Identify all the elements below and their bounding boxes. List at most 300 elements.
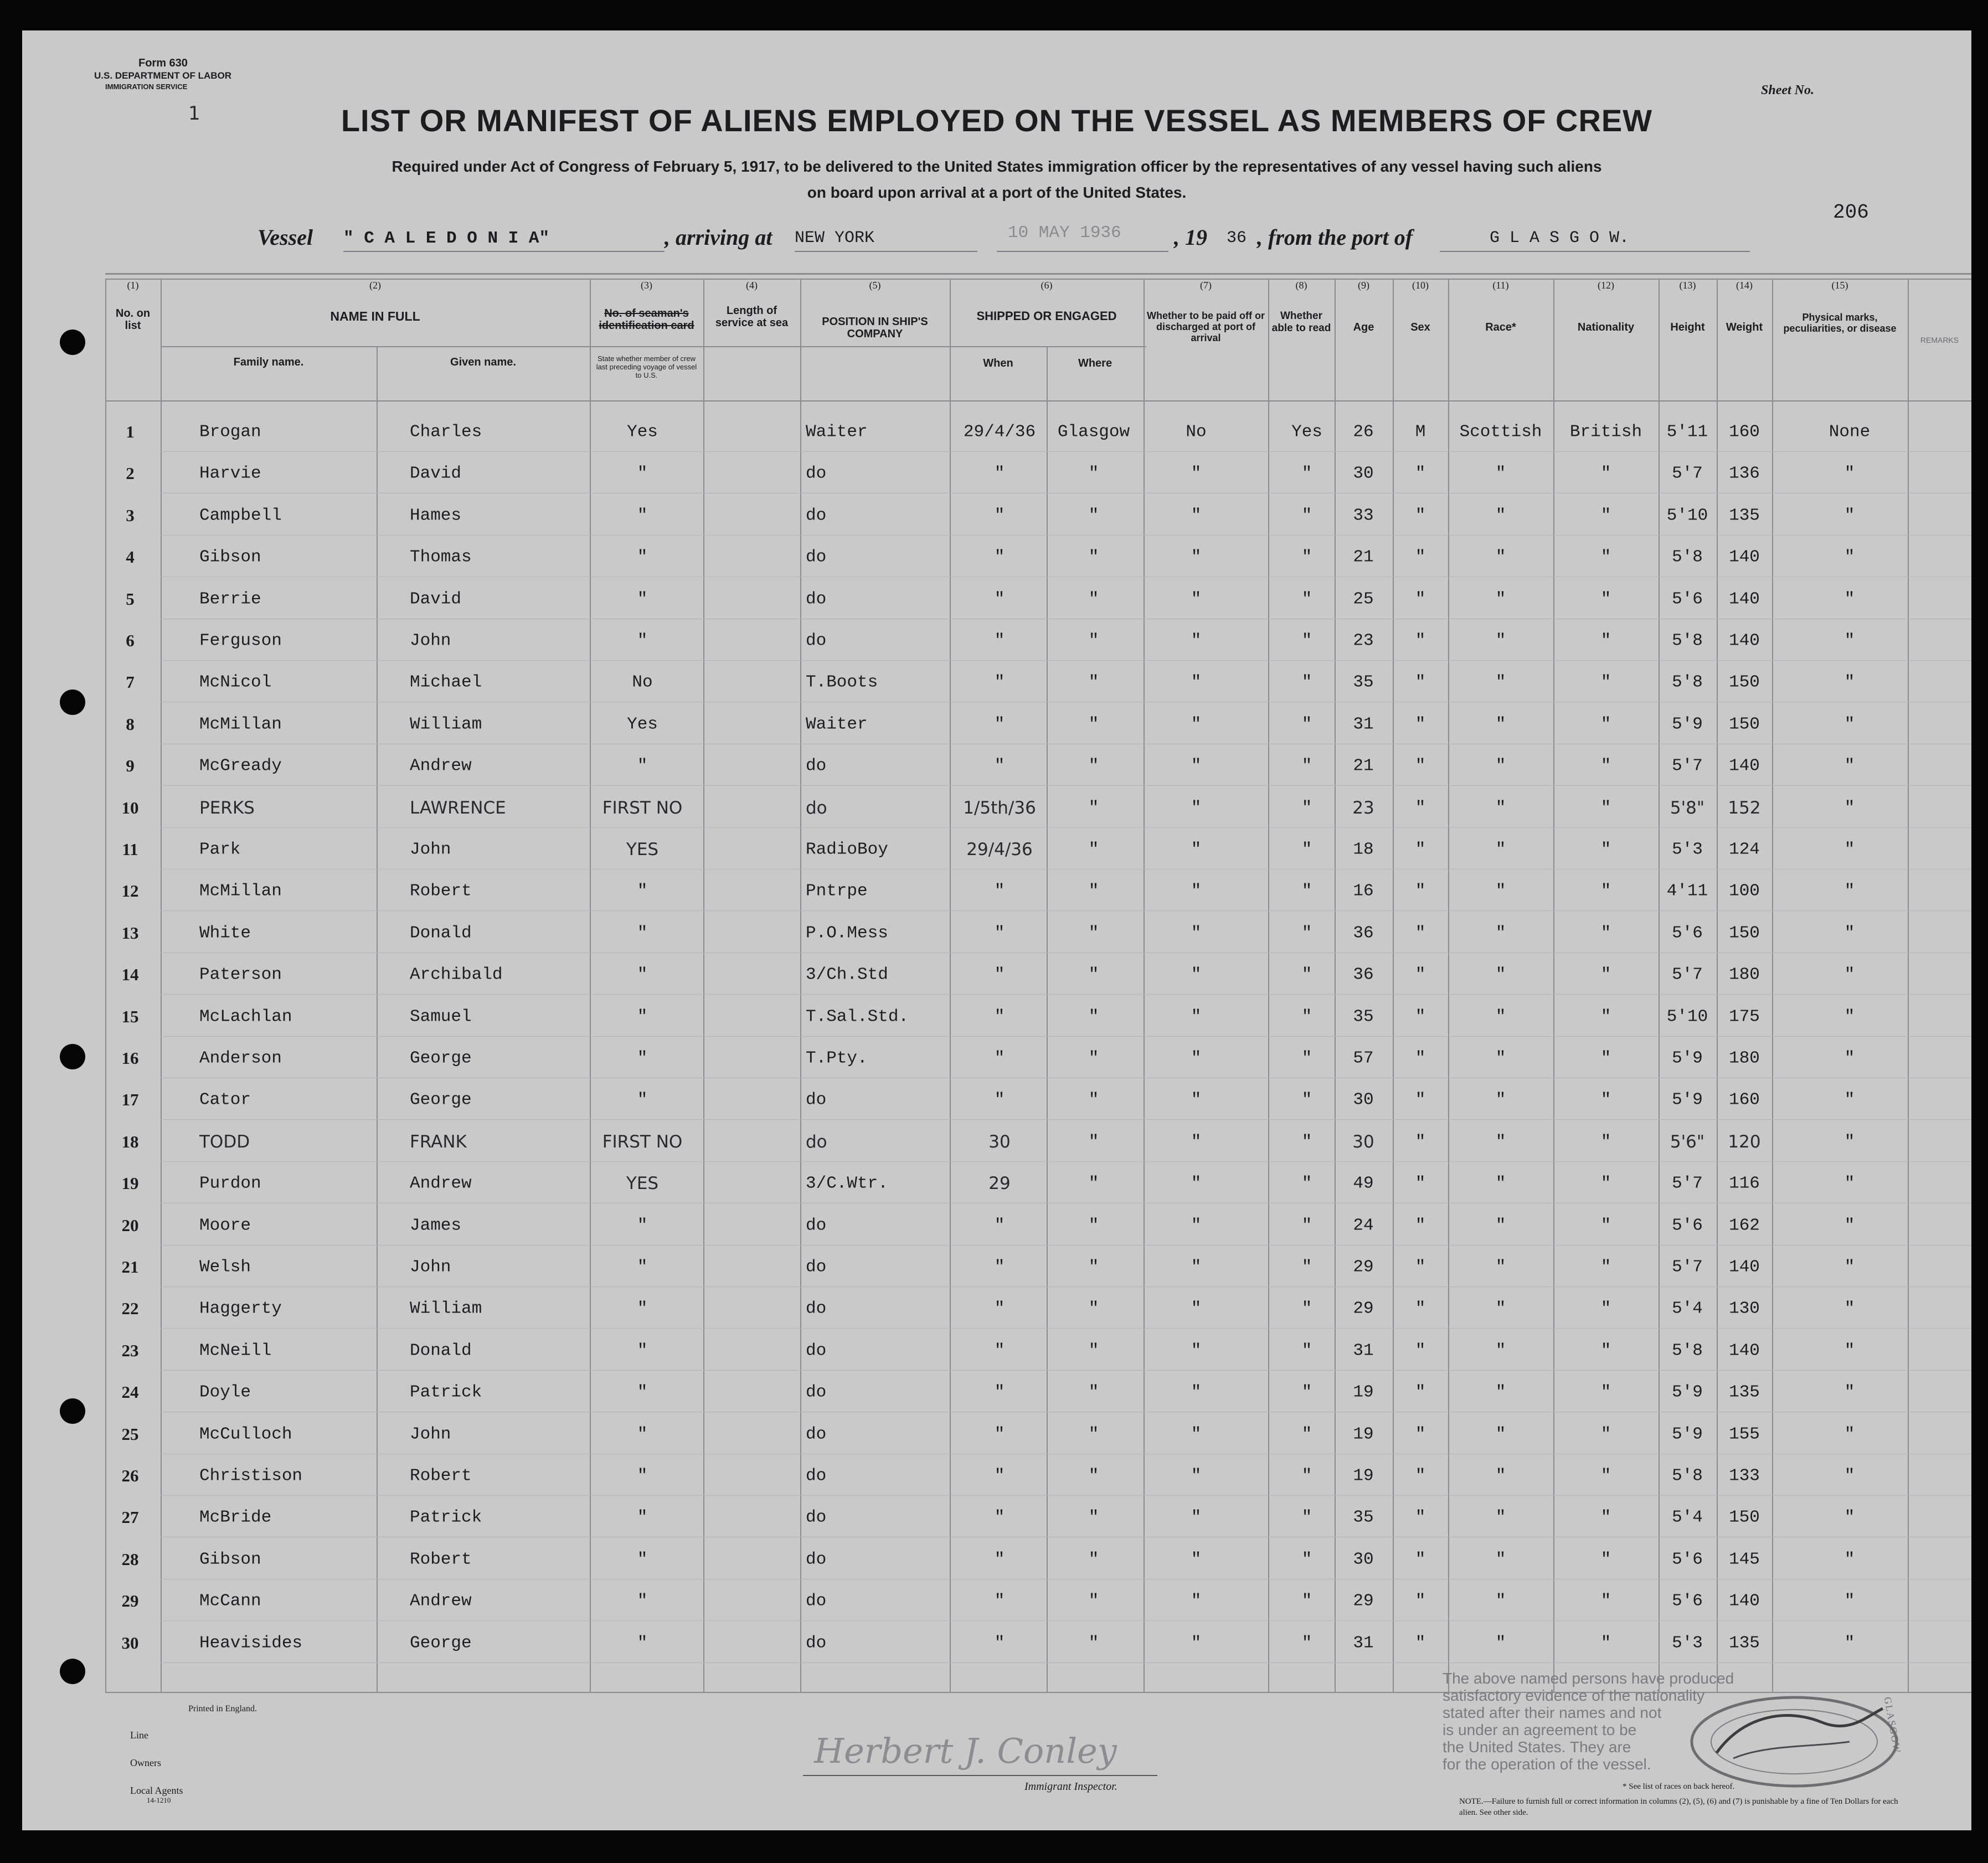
cell-weight: 135 xyxy=(1729,1633,1760,1653)
cell-family: Haggerty xyxy=(199,1299,282,1319)
cell-where: " xyxy=(1088,589,1099,609)
cell-race: " xyxy=(1495,923,1506,943)
cell-sex: " xyxy=(1415,1174,1426,1193)
cell-weight: 120 xyxy=(1728,1132,1761,1152)
cell-when: " xyxy=(994,1048,1005,1068)
cell-height: 5'6 xyxy=(1672,1216,1703,1236)
cell-nationality: " xyxy=(1600,1174,1611,1193)
cell-race: " xyxy=(1495,547,1506,567)
cell-race: " xyxy=(1495,1507,1506,1527)
cell-given: John xyxy=(410,840,451,860)
cell-age: 19 xyxy=(1353,1466,1374,1486)
cell-age: 35 xyxy=(1353,1507,1374,1527)
cell-position: do xyxy=(806,1090,827,1110)
header-remarks: REMARKS xyxy=(1920,336,1959,344)
cell-race: " xyxy=(1495,1174,1506,1193)
cell-sex: " xyxy=(1415,1424,1426,1444)
cell-nationality: " xyxy=(1600,756,1611,776)
cell-position: do xyxy=(806,756,827,776)
cell-nationality: " xyxy=(1600,1382,1611,1402)
cell-paid: " xyxy=(1191,672,1202,692)
col-number-10: (10) xyxy=(1412,280,1429,291)
port-stamp-text: GLASGOW xyxy=(1882,1696,1903,1755)
cell-race: " xyxy=(1495,1299,1506,1319)
cell-no: 17 xyxy=(121,1090,139,1109)
cell-age: 29 xyxy=(1353,1299,1374,1319)
form-number: Form 630 xyxy=(138,57,188,69)
cell-sex: " xyxy=(1415,1007,1426,1027)
cell-sex: " xyxy=(1415,1299,1426,1319)
cell-when: " xyxy=(994,1424,1005,1444)
cell-height: 5'10 xyxy=(1666,1007,1708,1027)
cell-read: " xyxy=(1301,1257,1312,1277)
inspector-signature: Herbert J. Conley xyxy=(814,1731,1117,1771)
cell-when: " xyxy=(994,1466,1005,1486)
races-note: * See list of races on back hereof. xyxy=(1623,1782,1735,1791)
cell-paid: " xyxy=(1191,464,1202,483)
cell-weight: 140 xyxy=(1729,1341,1760,1361)
cell-read: Yes xyxy=(1291,422,1322,442)
cell-read: " xyxy=(1301,547,1312,567)
cell-card: " xyxy=(637,464,648,483)
cell-physical: " xyxy=(1844,506,1855,526)
cell-weight: 160 xyxy=(1729,1090,1760,1110)
cell-age: 26 xyxy=(1353,422,1374,442)
cell-weight: 162 xyxy=(1729,1216,1760,1236)
cell-sex: " xyxy=(1415,1341,1426,1361)
cell-given: Andrew xyxy=(410,1174,472,1193)
cell-nationality: " xyxy=(1600,464,1611,483)
column-rule xyxy=(1772,279,1773,1692)
cell-height: 5'8 xyxy=(1672,547,1703,567)
cell-family: Paterson xyxy=(199,965,282,985)
punch-hole xyxy=(60,1659,85,1684)
footer-form-code: 14-1210 xyxy=(147,1796,171,1804)
cell-paid: " xyxy=(1191,1216,1202,1236)
cell-when: " xyxy=(994,923,1005,943)
cell-nationality: " xyxy=(1600,714,1611,734)
header-family-name: Family name. xyxy=(233,356,304,368)
cell-family: McGready xyxy=(199,756,282,776)
cell-family: McMillan xyxy=(199,881,282,901)
cell-card: " xyxy=(637,1090,648,1110)
col-number-8: (8) xyxy=(1295,280,1307,291)
cell-weight: 150 xyxy=(1729,672,1760,692)
from-label: , from the port of xyxy=(1257,225,1413,250)
col-number-3: (3) xyxy=(641,280,652,291)
cell-paid: " xyxy=(1191,1550,1202,1569)
cell-family: Park xyxy=(199,840,241,860)
cell-weight: 150 xyxy=(1729,1507,1760,1527)
cell-family: Gibson xyxy=(199,547,261,567)
cell-no: 4 xyxy=(126,547,135,567)
cell-nationality: " xyxy=(1600,1633,1611,1653)
cell-where: " xyxy=(1088,881,1099,901)
cell-height: 5'9 xyxy=(1672,1382,1703,1402)
column-rule xyxy=(105,279,106,1692)
cell-no: 28 xyxy=(121,1550,139,1569)
cell-read: " xyxy=(1301,840,1312,860)
header-given-name: Given name. xyxy=(450,356,516,368)
cell-card: " xyxy=(637,1550,648,1569)
cell-read: " xyxy=(1301,798,1312,818)
cell-read: " xyxy=(1301,1341,1312,1361)
cell-given: James xyxy=(410,1216,462,1236)
column-rule xyxy=(1393,279,1394,1692)
cell-position: do xyxy=(806,1216,827,1236)
cell-position: do xyxy=(806,1424,827,1444)
cell-height: 5'8 xyxy=(1672,1341,1703,1361)
cell-where: " xyxy=(1088,840,1099,860)
cell-read: " xyxy=(1301,714,1312,734)
cell-card: FIRST NO xyxy=(602,1132,683,1152)
cell-nationality: " xyxy=(1600,589,1611,609)
certification-line-2: satisfactory evidence of the nationality xyxy=(1443,1687,1705,1704)
cell-weight: 175 xyxy=(1729,1007,1760,1027)
cell-paid: " xyxy=(1191,631,1202,651)
cell-position: do xyxy=(806,1341,827,1361)
cell-physical: " xyxy=(1844,798,1855,818)
cell-given: Andrew xyxy=(410,756,472,776)
cell-nationality: " xyxy=(1600,923,1611,943)
cell-position: do xyxy=(806,506,827,526)
column-rule xyxy=(703,279,704,1692)
date-stamp: 10 MAY 1936 xyxy=(1008,223,1121,243)
cell-given: Michael xyxy=(410,672,482,692)
table-header-rule xyxy=(105,400,1971,402)
cell-physical: " xyxy=(1844,1591,1855,1611)
cell-read: " xyxy=(1301,1090,1312,1110)
cell-paid: " xyxy=(1191,1007,1202,1027)
cell-height: 5'7 xyxy=(1672,464,1703,483)
cell-family: McCann xyxy=(199,1591,261,1611)
header-id-card-note: State whether member of crew last preceding voyage of vessel to U.S. xyxy=(596,354,697,379)
cell-where: " xyxy=(1088,714,1099,734)
cell-card: " xyxy=(637,506,648,526)
cell-when: 29/4/36 xyxy=(966,840,1033,860)
cell-no: 6 xyxy=(126,631,135,650)
cell-height: 5'6 xyxy=(1672,589,1703,609)
cell-weight: 150 xyxy=(1729,714,1760,734)
cell-read: " xyxy=(1301,1466,1312,1486)
from-port: G L A S G O W. xyxy=(1490,229,1630,248)
inspector-label: Immigrant Inspector. xyxy=(1024,1780,1117,1793)
row-rule xyxy=(161,910,1971,911)
col-number-4: (4) xyxy=(746,280,758,291)
cell-sex: " xyxy=(1415,965,1426,985)
cell-no: 18 xyxy=(121,1132,139,1151)
cell-nationality: " xyxy=(1600,1257,1611,1277)
row-rule xyxy=(161,1328,1971,1329)
cell-physical: " xyxy=(1844,589,1855,609)
cell-read: " xyxy=(1301,589,1312,609)
cell-given: Robert xyxy=(410,1466,472,1486)
cell-weight: 150 xyxy=(1729,923,1760,943)
cell-family: PERKS xyxy=(199,798,255,818)
vessel-name: " C A L E D O N I A" xyxy=(343,229,550,248)
cell-no: 5 xyxy=(126,589,135,609)
footer-owners-label: Owners xyxy=(130,1757,161,1768)
cell-position: do xyxy=(806,1257,827,1277)
cell-weight: 140 xyxy=(1729,631,1760,651)
cell-when: " xyxy=(994,714,1005,734)
col-number-12: (12) xyxy=(1598,280,1614,291)
cell-no: 8 xyxy=(126,714,135,734)
cell-nationality: " xyxy=(1600,1216,1611,1236)
cell-height: 5'6" xyxy=(1670,1132,1705,1152)
cell-height: 5'3 xyxy=(1672,1633,1703,1653)
col-number-9: (9) xyxy=(1358,280,1369,291)
cell-paid: " xyxy=(1191,923,1202,943)
cell-physical: " xyxy=(1844,1424,1855,1444)
header-race: Race* xyxy=(1485,321,1516,333)
cell-family: Moore xyxy=(199,1216,251,1236)
date-underline xyxy=(997,251,1168,252)
cell-card: " xyxy=(637,923,648,943)
cell-position: do xyxy=(806,1507,827,1527)
cell-when: " xyxy=(994,672,1005,692)
cell-paid: " xyxy=(1191,756,1202,776)
cell-nationality: " xyxy=(1600,1007,1611,1027)
cell-weight: 155 xyxy=(1729,1424,1760,1444)
cell-weight: 152 xyxy=(1728,798,1761,818)
arriving-port: NEW YORK xyxy=(795,229,875,248)
cell-family: McLachlan xyxy=(199,1007,292,1027)
cell-family: White xyxy=(199,923,251,943)
cell-given: William xyxy=(410,1299,482,1319)
printed-label: Printed in England. xyxy=(188,1704,257,1713)
cell-when: " xyxy=(994,756,1005,776)
arriving-label: , arriving at xyxy=(665,225,772,250)
cell-card: " xyxy=(637,756,648,776)
cell-card: " xyxy=(637,1507,648,1527)
cell-given: Samuel xyxy=(410,1007,472,1027)
cell-paid: " xyxy=(1191,1090,1202,1110)
row-rule xyxy=(161,1370,1971,1371)
signature-line xyxy=(803,1775,1157,1776)
cell-card: " xyxy=(637,881,648,901)
cell-when: " xyxy=(994,589,1005,609)
cell-no: 26 xyxy=(121,1466,139,1485)
cell-sex: " xyxy=(1415,547,1426,567)
cell-position: do xyxy=(806,1633,827,1653)
cell-no: 30 xyxy=(121,1633,139,1653)
cell-card: FIRST NO xyxy=(602,798,683,818)
cell-sex: " xyxy=(1415,1550,1426,1569)
year-suffix: 36 xyxy=(1227,229,1247,248)
cell-where: " xyxy=(1088,1633,1099,1653)
cell-age: 23 xyxy=(1353,631,1374,651)
cell-when: " xyxy=(994,1550,1005,1569)
cell-race: " xyxy=(1495,1216,1506,1236)
cell-sex: " xyxy=(1415,881,1426,901)
cell-race: " xyxy=(1495,798,1506,818)
cell-age: 29 xyxy=(1353,1591,1374,1611)
cell-read: " xyxy=(1301,881,1312,901)
cell-paid: " xyxy=(1191,1424,1202,1444)
punch-hole xyxy=(60,330,85,355)
cell-family: Brogan xyxy=(199,422,261,442)
row-rule xyxy=(161,451,1971,452)
cell-family: Cator xyxy=(199,1090,251,1110)
cell-paid: " xyxy=(1191,589,1202,609)
cell-height: 5'8 xyxy=(1672,631,1703,651)
header-no-on-list: No. on list xyxy=(115,307,151,332)
cell-age: 23 xyxy=(1352,798,1374,818)
column-rule xyxy=(1047,347,1048,1692)
cell-card: " xyxy=(637,1424,648,1444)
cell-paid: " xyxy=(1191,1257,1202,1277)
cell-given: Charles xyxy=(410,422,482,442)
cell-card: " xyxy=(637,965,648,985)
cell-race: " xyxy=(1495,1132,1506,1152)
cell-race: Scottish xyxy=(1459,422,1542,442)
row-rule xyxy=(161,1286,1971,1287)
cell-age: 24 xyxy=(1353,1216,1374,1236)
cell-sex: M xyxy=(1415,422,1426,442)
cell-when: " xyxy=(994,1299,1005,1319)
cell-given: Andrew xyxy=(410,1591,472,1611)
cell-no: 23 xyxy=(121,1341,139,1360)
cell-read: " xyxy=(1301,1591,1312,1611)
cell-given: Patrick xyxy=(410,1507,482,1527)
cell-paid: " xyxy=(1191,1299,1202,1319)
cell-where: " xyxy=(1088,1132,1099,1152)
cell-weight: 135 xyxy=(1729,506,1760,526)
cell-when: 29 xyxy=(988,1174,1011,1193)
col-number-7: (7) xyxy=(1200,280,1212,291)
row-rule xyxy=(161,1245,1971,1246)
column-rule xyxy=(1335,279,1336,1692)
certification-line-6: for the operation of the vessel. xyxy=(1443,1756,1651,1773)
sheet-number-label: Sheet No. xyxy=(1761,83,1814,97)
cell-sex: " xyxy=(1415,1048,1426,1068)
cell-no: 24 xyxy=(121,1382,139,1402)
cell-weight: 136 xyxy=(1729,464,1760,483)
row-rule xyxy=(161,1036,1971,1037)
cell-age: 30 xyxy=(1353,1090,1374,1110)
cell-given: Thomas xyxy=(410,547,472,567)
cell-no: 7 xyxy=(126,672,135,692)
cell-card: YES xyxy=(626,1174,659,1193)
cell-nationality: " xyxy=(1600,1132,1611,1152)
column-rule xyxy=(161,279,162,1692)
footer-line-label: Line xyxy=(130,1730,148,1741)
column-rule xyxy=(1448,279,1449,1692)
header-age: Age xyxy=(1353,321,1374,333)
cell-nationality: " xyxy=(1600,881,1611,901)
cell-weight: 160 xyxy=(1729,422,1760,442)
table-top-rule xyxy=(105,273,1971,275)
cell-family: Anderson xyxy=(199,1048,282,1068)
cell-where: " xyxy=(1088,756,1099,776)
cell-where: " xyxy=(1088,1174,1099,1193)
cell-when: " xyxy=(994,547,1005,567)
punch-hole xyxy=(60,689,85,715)
cell-family: McCulloch xyxy=(199,1424,292,1444)
cell-physical: " xyxy=(1844,464,1855,483)
cell-physical: " xyxy=(1844,1507,1855,1527)
cell-physical: " xyxy=(1844,1090,1855,1110)
cell-height: 5'4 xyxy=(1672,1299,1703,1319)
header-able-read: Whether able to read xyxy=(1271,310,1331,334)
punch-hole xyxy=(60,1398,85,1424)
cell-age: 33 xyxy=(1353,506,1374,526)
cell-card: " xyxy=(637,1216,648,1236)
cell-family: Purdon xyxy=(199,1174,261,1193)
cell-paid: " xyxy=(1191,881,1202,901)
certification-line-4: is under an agreement to be xyxy=(1443,1721,1637,1738)
header-id-card: No. of seaman's identification card xyxy=(599,307,694,332)
cell-paid: " xyxy=(1191,1174,1202,1193)
cell-sex: " xyxy=(1415,1132,1426,1152)
col-number-2: (2) xyxy=(369,280,381,291)
cell-race: " xyxy=(1495,1257,1506,1277)
col-number-6: (6) xyxy=(1041,280,1053,291)
cell-where: " xyxy=(1088,1507,1099,1527)
cell-card: " xyxy=(637,547,648,567)
cell-paid: " xyxy=(1191,547,1202,567)
cell-physical: " xyxy=(1844,672,1855,692)
from-underline xyxy=(1440,251,1750,252)
cell-no: 9 xyxy=(126,756,135,775)
cell-given: Archibald xyxy=(410,965,503,985)
cell-height: 5'9 xyxy=(1672,714,1703,734)
row-rule xyxy=(161,785,1971,786)
cell-age: 30 xyxy=(1352,1132,1374,1152)
cell-family: McBride xyxy=(199,1507,272,1527)
cell-read: " xyxy=(1301,1048,1312,1068)
cell-race: " xyxy=(1495,1550,1506,1569)
cell-read: " xyxy=(1301,506,1312,526)
cell-physical: " xyxy=(1844,756,1855,776)
cell-given: Donald xyxy=(410,923,472,943)
cell-card: Yes xyxy=(627,714,658,734)
cell-sex: " xyxy=(1415,1257,1426,1277)
cell-weight: 124 xyxy=(1729,840,1760,860)
cell-when: " xyxy=(994,506,1005,526)
cell-nationality: " xyxy=(1600,798,1611,818)
cell-when: " xyxy=(994,1591,1005,1611)
cell-sex: " xyxy=(1415,464,1426,483)
cell-weight: 140 xyxy=(1729,589,1760,609)
cell-no: 1 xyxy=(126,422,135,441)
cell-sex: " xyxy=(1415,1633,1426,1653)
cell-where: " xyxy=(1088,1382,1099,1402)
cell-when: " xyxy=(994,1382,1005,1402)
cell-weight: 133 xyxy=(1729,1466,1760,1486)
cell-given: George xyxy=(410,1048,472,1068)
cell-age: 19 xyxy=(1353,1382,1374,1402)
header-where: Where xyxy=(1078,357,1113,369)
cell-height: 5'8" xyxy=(1670,798,1705,818)
cell-weight: 140 xyxy=(1729,1591,1760,1611)
cell-no: 29 xyxy=(121,1591,139,1610)
cell-read: " xyxy=(1301,1382,1312,1402)
cell-sex: " xyxy=(1415,631,1426,651)
cell-position: do xyxy=(806,1591,827,1611)
cell-when: " xyxy=(994,1633,1005,1653)
cell-paid: " xyxy=(1191,1633,1202,1653)
page-title: LIST OR MANIFEST OF ALIENS EMPLOYED ON THE VESSEL AS MEMBERS OF CREW xyxy=(341,103,1653,138)
cell-read: " xyxy=(1301,1007,1312,1027)
header-when: When xyxy=(983,357,1013,369)
cell-no: 2 xyxy=(126,464,135,483)
cell-physical: None xyxy=(1829,422,1871,442)
cell-paid: " xyxy=(1191,1382,1202,1402)
cell-weight: 180 xyxy=(1729,1048,1760,1068)
cell-paid: " xyxy=(1191,1048,1202,1068)
